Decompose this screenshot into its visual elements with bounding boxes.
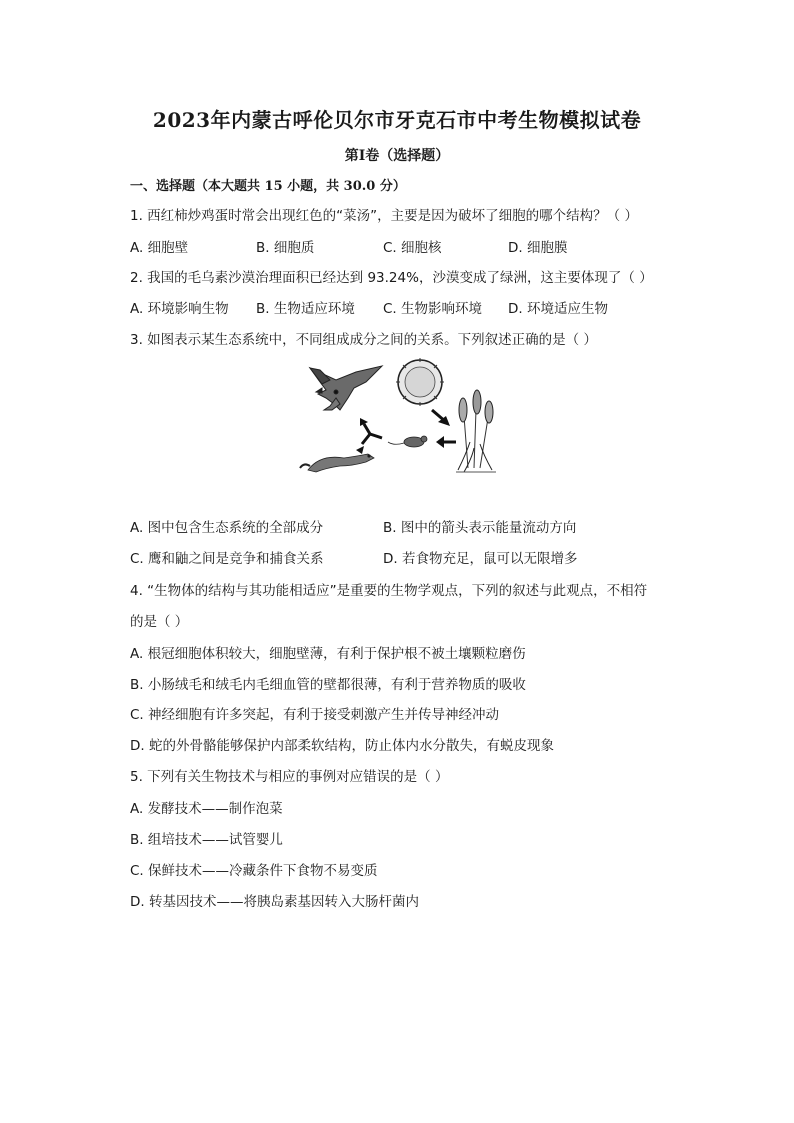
weasel-icon <box>300 454 374 472</box>
question-5-option-b: B. 组培技术——试管婴儿 <box>130 832 283 848</box>
wheat-icon <box>456 390 496 472</box>
arrow-icon <box>356 446 364 454</box>
question-3-option-d: D. 若食物充足，鼠可以无限增多 <box>383 551 578 567</box>
arrow-icon <box>432 410 450 426</box>
question-1-option-b: B. 细胞质 <box>256 240 315 256</box>
question-2-option-a: A. 环境影响生物 <box>130 301 229 317</box>
question-1-option-c: C. 细胞核 <box>383 240 442 256</box>
arrow-icon <box>362 424 382 444</box>
question-2-option-d: D. 环境适应生物 <box>508 301 608 317</box>
question-3-option-a: A. 图中包含生态系统的全部成分 <box>130 520 324 536</box>
mouse-icon <box>388 436 427 447</box>
question-1-stem: 1. 西红柿炒鸡蛋时常会出现红色的“菜汤”，主要是因为破坏了细胞的哪个结构？（ ） <box>130 208 638 224</box>
exam-subtitle: 第I卷（选择题） <box>344 148 450 164</box>
question-1-option-d: D. 细胞膜 <box>508 240 568 256</box>
question-5-option-d: D. 转基因技术——将胰岛素基因转入大肠杆菌内 <box>130 894 419 910</box>
question-2-option-c: C. 生物影响环境 <box>383 301 483 317</box>
question-5-option-c: C. 保鲜技术——冷藏条件下食物不易变质 <box>130 863 378 879</box>
question-5-stem: 5. 下列有关生物技术与相应的事例对应错误的是（ ） <box>130 769 449 785</box>
question-4-stem-line-1: 4. “生物体的结构与其功能相适应”是重要的生物学观点，下列的叙述与此观点，不相符 <box>130 583 648 599</box>
question-2-option-b: B. 生物适应环境 <box>256 301 355 317</box>
question-4-option-a: A. 根冠细胞体积较大，细胞壁薄，有利于保护根不被土壤颗粒磨伤 <box>130 646 526 662</box>
question-4-option-c: C. 神经细胞有许多突起，有利于接受刺激产生并传导神经冲动 <box>130 707 500 723</box>
question-3-option-c: C. 鹰和鼬之间是竞争和捕食关系 <box>130 551 324 567</box>
question-4-stem-line-2: 的是（ ） <box>130 614 189 630</box>
question-2-stem: 2. 我国的毛乌素沙漠治理面积已经达到 93.24%，沙漠变成了绿洲，这主要体现了（ ） <box>130 270 653 286</box>
question-3-stem: 3. 如图表示某生态系统中，不同组成成分之间的关系。下列叙述正确的是（ ） <box>130 332 597 348</box>
question-5-option-a: A. 发酵技术——制作泡菜 <box>130 801 283 817</box>
question-4-option-b: B. 小肠绒毛和绒毛内毛细血管的壁都很薄，有利于营养物质的吸收 <box>130 677 526 693</box>
question-4-option-d: D. 蛇的外骨骼能够保护内部柔软结构，防止体内水分散失，有蜕皮现象 <box>130 738 554 754</box>
section-header: 一、选择题（本大题共 15 小题，共 30.0 分） <box>130 179 406 194</box>
sun-icon <box>396 358 444 406</box>
ecosystem-figure <box>296 358 500 482</box>
question-1-option-a: A. 细胞壁 <box>130 240 189 256</box>
question-3-option-b: B. 图中的箭头表示能量流动方向 <box>383 520 577 536</box>
arrow-icon <box>436 436 456 448</box>
exam-title: 2023年内蒙古呼伦贝尔市牙克石市中考生物模拟试卷 <box>152 108 642 132</box>
eagle-icon <box>310 366 382 410</box>
